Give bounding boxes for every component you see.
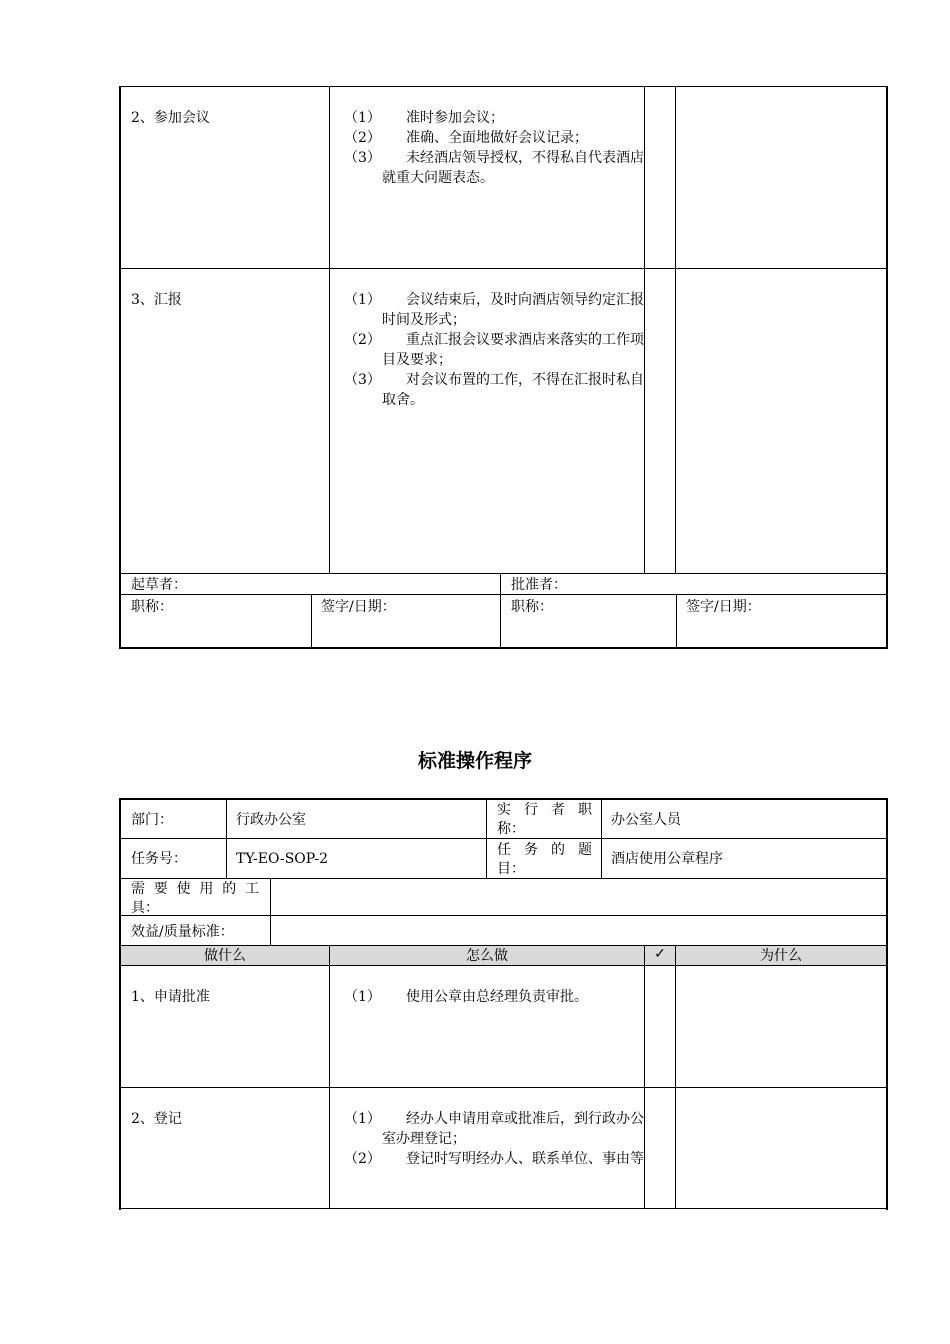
- how-step: [344, 108, 644, 128]
- step-text: 会议结束后，及时向酒店领导约定汇报时间及形式；: [382, 292, 644, 328]
- drafter-title-label: 职称：: [131, 599, 173, 615]
- department-value: 行政办公室: [236, 812, 306, 828]
- task-number-value: TY-EO-SOP-2: [236, 851, 329, 867]
- how-step: [344, 128, 644, 148]
- how-step: [344, 1149, 644, 1169]
- drafter-sign-label: 签字/日期：: [321, 599, 396, 615]
- step-text: 经办人申请用章或批准后，到行政办公室办理登记；: [382, 1111, 644, 1147]
- task-number-label: 任务号：: [131, 851, 187, 867]
- step-text: 重点汇报会议要求酒店来落实的工作项目及要求；: [382, 332, 644, 368]
- task-title-value: 酒店使用公章程序: [611, 851, 723, 867]
- step-number: （2）: [344, 1151, 381, 1167]
- step-text: 登记时写明经办人、联系单位、事由等: [406, 1151, 644, 1167]
- how-step: [344, 987, 644, 1007]
- step-text: 准确、全面地做好会议记录；: [406, 130, 588, 146]
- approver-sign-label: 签字/日期：: [686, 599, 761, 615]
- approver-label: 批准者：: [511, 577, 567, 593]
- row-what-label: 1、申请批准: [131, 989, 210, 1005]
- how-step: [344, 330, 644, 370]
- step-text: 使用公章由总经理负责审批。: [406, 989, 588, 1005]
- document-title: 标准操作程序: [417, 750, 532, 772]
- step-number: （1）: [344, 110, 381, 126]
- task-title-label-cont: 目：: [497, 861, 525, 877]
- how-step: [344, 370, 644, 410]
- column-header-how: 怎么做: [466, 948, 508, 964]
- how-step: [344, 1109, 644, 1149]
- task-title-label: 任 务 的 题: [497, 842, 592, 858]
- how-step: [344, 148, 644, 188]
- drafter-label: 起草者：: [131, 577, 187, 593]
- row-what-label: 3、汇报: [131, 292, 182, 308]
- step-text: 未经酒店领导授权，不得私自代表酒店就重大问题表态。: [382, 150, 644, 186]
- executor-label: 实 行 者 职: [497, 802, 592, 818]
- column-header-why: 为什么: [760, 948, 802, 964]
- checkmark-icon: ✓: [654, 946, 666, 962]
- step-text: 对会议布置的工作，不得在汇报时私自取舍。: [382, 372, 644, 408]
- approver-title-label: 职称：: [511, 599, 553, 615]
- row-what-label: 2、登记: [131, 1111, 182, 1127]
- step-number: （3）: [344, 150, 381, 166]
- tools-label-cont: 具：: [131, 900, 159, 916]
- step-text: 准时参加会议；: [406, 110, 504, 126]
- step-number: （1）: [344, 292, 381, 308]
- tools-label: 需 要 使 用 的 工: [131, 881, 259, 897]
- executor-value: 办公室人员: [611, 812, 681, 828]
- step-number: （1）: [344, 989, 381, 1005]
- step-number: （1）: [344, 1111, 381, 1127]
- benefit-label: 效益/质量标准：: [131, 924, 234, 940]
- how-step: [344, 290, 644, 330]
- executor-label-cont: 称：: [497, 821, 525, 837]
- step-number: （2）: [344, 332, 381, 348]
- step-number: （2）: [344, 130, 381, 146]
- column-header-what: 做什么: [204, 948, 246, 964]
- row-what-label: 2、参加会议: [131, 110, 210, 126]
- step-number: （3）: [344, 372, 381, 388]
- department-label: 部门：: [131, 812, 173, 828]
